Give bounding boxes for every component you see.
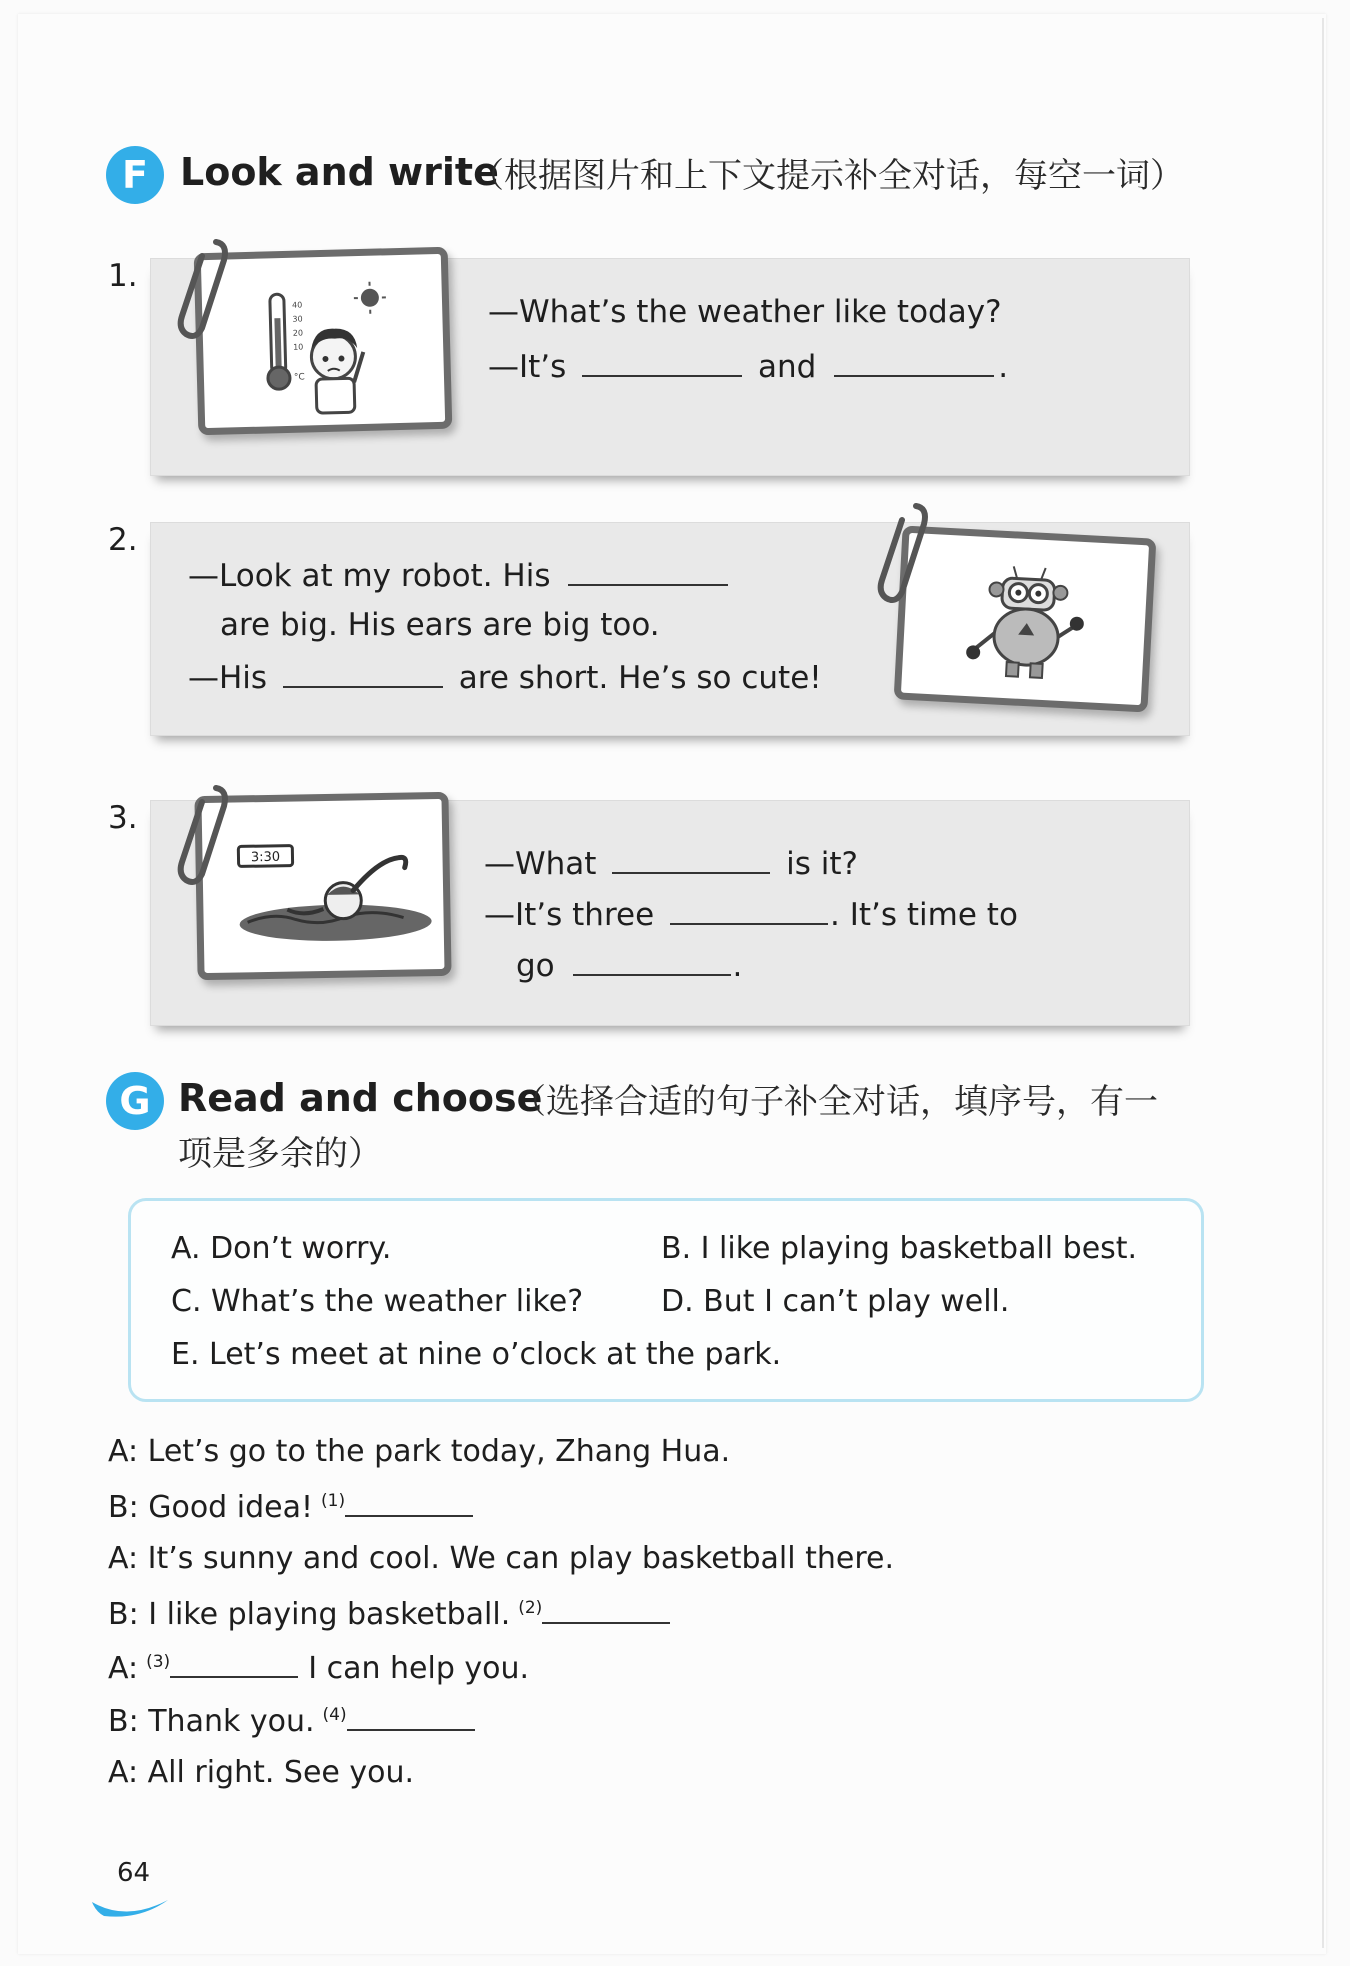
q3-line-2 <box>484 895 1018 933</box>
q2-line-2: are big. His ears are big too. <box>220 607 660 643</box>
page-number-swoosh <box>90 1896 170 1922</box>
section-g-title: Read and choose <box>178 1076 543 1120</box>
clock-readout: 3:30 <box>250 849 281 866</box>
blank-marker-2: (2) <box>518 1598 543 1618</box>
question-1-number: 1. <box>108 258 138 294</box>
dialogue-line-2 <box>108 1487 473 1525</box>
dialogue-blank-4[interactable] <box>347 1701 475 1731</box>
dialogue-line-6-text: B: Thank you. <box>108 1704 315 1739</box>
q1-answer-and: and <box>758 349 817 385</box>
q2-line-3 <box>188 658 822 696</box>
q3-line-3 <box>516 946 742 984</box>
svg-text:10: 10 <box>293 342 304 352</box>
paperclip-icon <box>876 500 936 604</box>
section-f-instruction: （根据图片和上下文提示补全对话，每空一词） <box>470 156 1184 196</box>
dialogue-line-1: A: Let’s go to the park today, Zhang Hua. <box>108 1434 731 1469</box>
section-g-instruction-line-2: 项是多余的） <box>178 1134 382 1174</box>
section-g-badge: G <box>106 1072 164 1130</box>
q3-blank-3[interactable] <box>573 946 731 976</box>
swimming-illustration <box>202 799 445 973</box>
dialogue-line-5 <box>108 1648 529 1686</box>
question-3-number: 3. <box>108 800 138 836</box>
paperclip-icon <box>176 236 236 340</box>
dialogue-line-6 <box>108 1701 475 1739</box>
blank-marker-3: (3) <box>146 1652 171 1672</box>
dialogue-line-7: A: All right. See you. <box>108 1755 415 1790</box>
q2-line-3-start: —His <box>188 660 268 696</box>
option-b: B. I like playing basketball best. <box>661 1231 1138 1266</box>
q3-line-1-start: —What <box>484 846 597 882</box>
robot-illustration <box>901 533 1149 705</box>
paperclip-icon <box>176 782 236 886</box>
dialogue-line-4-text: B: I like playing basketball. <box>108 1597 511 1632</box>
q1-question: —What’s the weather like today? <box>488 294 1002 330</box>
svg-text:40: 40 <box>291 300 303 310</box>
q3-blank-1[interactable] <box>612 844 770 874</box>
hot-weather-illustration <box>201 254 445 428</box>
option-c: C. What’s the weather like? <box>171 1284 584 1319</box>
q3-line-3-start: go <box>516 948 555 984</box>
q1-answer-line <box>488 347 1008 385</box>
page-gutter <box>1322 18 1324 1948</box>
q3-line-2-start: —It’s three <box>484 897 655 933</box>
dialogue-line-5-speaker: A: <box>108 1651 139 1686</box>
q3-line-1 <box>484 844 858 882</box>
dialogue-line-3: A: It’s sunny and cool. We can play basketball there. <box>108 1541 894 1576</box>
page-number: 64 <box>117 1858 151 1888</box>
option-d: D. But I can’t play well. <box>661 1284 1010 1319</box>
q3-blank-2[interactable] <box>670 895 828 925</box>
q2-line-1 <box>188 556 728 594</box>
blank-marker-1: (1) <box>321 1491 346 1511</box>
dialogue-blank-1[interactable] <box>345 1487 473 1517</box>
dialogue-blank-3[interactable] <box>170 1648 298 1678</box>
dialogue-line-2-text: B: Good idea! <box>108 1490 314 1525</box>
q1-answer-start: —It’s <box>488 349 567 385</box>
q2-blank-2[interactable] <box>283 658 443 688</box>
q2-blank-1[interactable] <box>568 556 728 586</box>
q2-line-1-text: —Look at my robot. His <box>188 558 551 594</box>
svg-text:20: 20 <box>292 328 304 338</box>
section-f-badge: F <box>106 146 164 204</box>
q3-line-1-end: is it? <box>786 846 859 882</box>
svg-text:30: 30 <box>292 314 303 324</box>
section-g-instruction-line-1: （选择合适的句子补全对话，填序号，有一 <box>512 1082 1158 1122</box>
q2-line-3-end: are short. He’s so cute! <box>458 660 822 696</box>
section-f-title: Look and write <box>180 150 499 194</box>
blank-marker-4: (4) <box>322 1705 347 1725</box>
dialogue-line-5-text: I can help you. <box>308 1651 530 1686</box>
dialogue-blank-2[interactable] <box>542 1594 670 1624</box>
options-box <box>128 1198 1204 1402</box>
option-e: E. Let’s meet at nine o’clock at the park. <box>171 1337 782 1372</box>
question-2-number: 2. <box>108 522 138 558</box>
option-a: A. Don’t worry. <box>171 1231 392 1266</box>
svg-text:°C: °C <box>293 372 305 383</box>
q1-blank-1[interactable] <box>582 347 742 377</box>
q3-line-2-end: . It’s time to <box>830 897 1018 933</box>
dialogue-line-4 <box>108 1594 670 1632</box>
q1-blank-2[interactable] <box>834 347 994 377</box>
q1-answer-period: . <box>998 349 1009 385</box>
q3-line-3-end: . <box>732 948 743 984</box>
